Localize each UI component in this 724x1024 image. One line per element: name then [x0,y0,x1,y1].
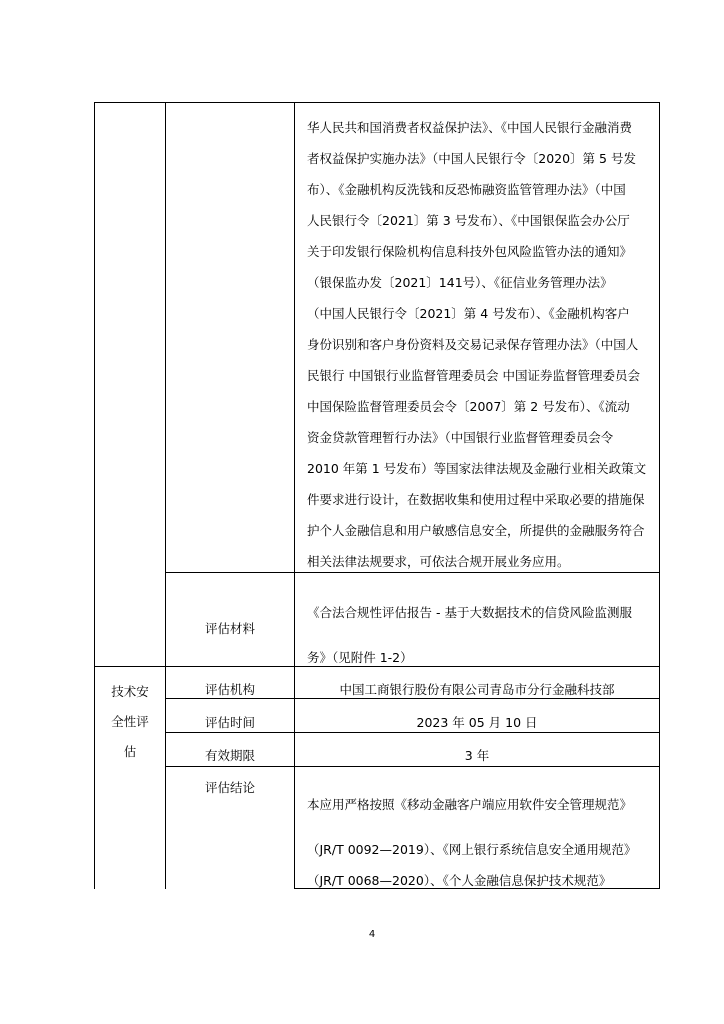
legal-line: 者权益保护实施办法》（中国人民银行令〔2020〕第 5 号发 [307,151,636,166]
row-divider-legal [165,572,660,573]
legal-line: 身份识别和客户身份资料及交易记录保存管理办法》（中国人 [307,337,639,352]
legal-line: 华人民共和国消费者权益保护法》、《中国人民银行金融消费 [307,120,633,135]
legal-line: 2010 年第 1 号发布）等国家法律法规及金融行业相关政策文 [307,461,647,476]
legal-line: （银保监办发〔2021〕141号）、《征信业务管理办法》 [307,275,613,290]
conclusion-line2: （JR/T 0092—2019）、《网上银行系统信息安全通用规范》 [307,842,637,857]
page-number: 4 [368,929,376,940]
materials-value-line1: 《合法合规性评估报告 - 基于大数据技术的信贷风险监测服 [307,605,632,620]
legal-line: 人民银行令〔2021〕第 3 号发布）、《中国银保监会办公厅 [307,213,630,228]
conclusion-line3: （JR/T 0068—2020）、《个人金融信息保护技术规范》 [307,873,612,888]
tech-security-label-line3: 估 [123,744,137,759]
legal-line: 件要求进行设计，在数据收集和使用过程中采取必要的措施保 [307,492,645,507]
legal-line: 布）、《金融机构反洗钱和反恐怖融资监管管理办法》（中国 [307,182,626,197]
materials-value-line2: 务》（见附件 1-2） [307,650,413,665]
table-divider-2 [294,102,295,889]
period-label: 有效期限 [204,748,255,763]
legal-line: 中国保险监督管理委员会令〔2007〕第 2 号发布）、《流动 [307,399,630,414]
tech-security-label-line2: 全性评 [111,714,149,729]
tech-security-label-line1: 技术安 [111,684,149,699]
legal-line: （中国人民银行令〔2021〕第 4 号发布）、《金融机构客户 [307,306,630,321]
table-border-right [659,102,660,889]
period-value: 3 年 [464,748,490,763]
conclusion-label: 评估结论 [204,780,255,795]
legal-line: 关于印发银行保险机构信息科技外包风险监管办法的通知》 [307,244,633,259]
materials-label: 评估材料 [204,621,255,636]
table-border-top [94,102,660,103]
time-value: 2023 年 05 月 10 日 [416,715,538,730]
legal-line: 护个人金融信息和用户敏感信息安全，所提供的金融服务符合 [307,523,645,538]
org-label: 评估机构 [204,682,255,697]
time-label: 评估时间 [204,715,255,730]
org-value: 中国工商银行股份有限公司青岛市分行金融科技部 [339,682,615,697]
legal-line: 资金贷款管理暂行办法》（中国银行业监督管理委员会令 [307,430,614,445]
table-border-left [94,102,95,889]
legal-line: 民银行 中国银行业监督管理委员会 中国证券监督管理委员会 [307,368,640,383]
legal-line: 相关法律法规要求，可依法合规开展业务应用。 [307,554,570,569]
conclusion-line1: 本应用严格按照《移动金融客户端应用软件安全管理规范》 [307,797,633,812]
row-divider-period [165,766,660,767]
table-divider-1 [165,102,166,889]
